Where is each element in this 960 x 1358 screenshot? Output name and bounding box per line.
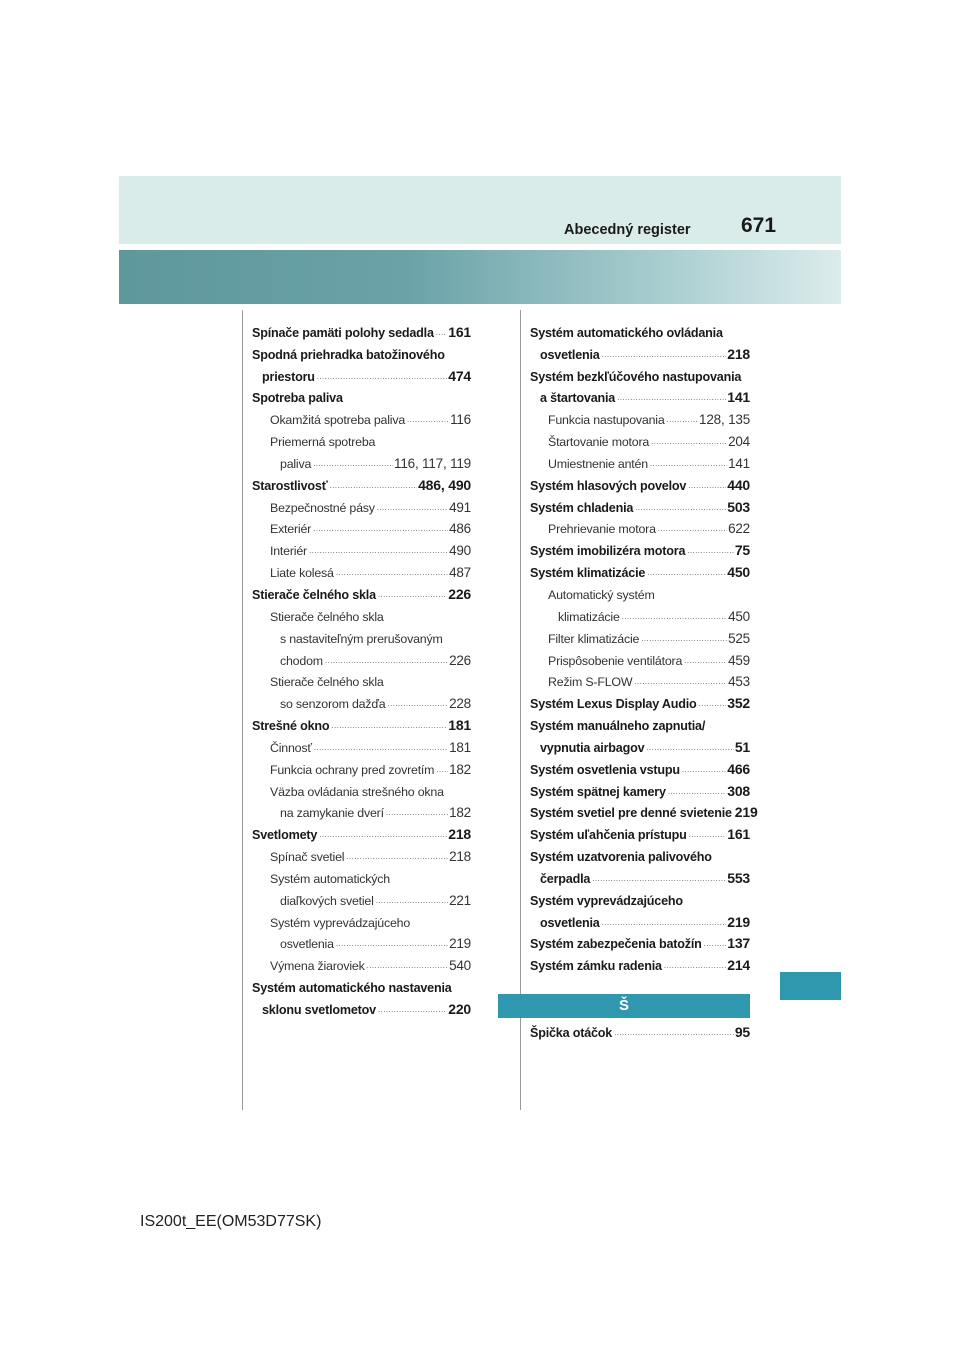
index-entry-page: 219 [449, 936, 471, 952]
column-rule-left [242, 310, 243, 1110]
leader-dots [319, 830, 447, 839]
index-entry-page: 486, 490 [418, 476, 471, 493]
leader-dots [614, 1028, 734, 1037]
index-entry-term: Strešné okno [252, 719, 330, 734]
index-entry-term: Systém imobilizéra motora [530, 544, 686, 559]
index-entry-term: sklonu svetlometov [262, 1003, 376, 1017]
leader-dots [436, 765, 448, 774]
leader-dots [386, 808, 448, 817]
leader-dots [313, 524, 448, 533]
leader-dots [336, 939, 448, 948]
index-entry [530, 384, 750, 406]
index-entry-page: 226 [449, 652, 471, 668]
index-entry-term: Systém spätnej kamery [530, 784, 666, 799]
index-entry [252, 711, 471, 733]
leader-dots [688, 481, 726, 490]
leader-dots [682, 765, 726, 774]
index-entry-page: 440 [727, 476, 750, 493]
index-entry [530, 842, 750, 864]
index-entry-page: 221 [449, 892, 471, 908]
leader-dots [377, 503, 448, 512]
leader-dots [376, 896, 448, 905]
index-entry-term: Exteriér [270, 522, 312, 537]
index-entry [530, 1018, 750, 1040]
index-entry [530, 711, 750, 733]
page-number: 671 [741, 214, 777, 237]
index-entry [530, 689, 750, 711]
index-entry [252, 755, 471, 777]
leader-dots [699, 699, 727, 708]
index-entry-term: Interiér [270, 544, 307, 559]
index-entry-term: Systém vyprevádzajúceho [270, 915, 411, 930]
header-gradient-bar [119, 250, 841, 304]
index-entry-page: 51 [734, 738, 750, 755]
index-entry-term: Systém klimatizácie [530, 566, 646, 581]
index-entry-term: Automatický systém [548, 587, 655, 602]
leader-dots [689, 830, 727, 839]
index-entry [252, 689, 471, 711]
index-entry-page: 181 [448, 717, 471, 734]
index-entry [530, 340, 750, 362]
index-entry [530, 558, 750, 580]
index-entry-term: a štartovania [540, 391, 616, 406]
leader-dots [650, 459, 727, 468]
index-entry-term: osvetlenia [280, 937, 334, 952]
index-entry [530, 580, 750, 602]
index-entry [252, 777, 471, 799]
index-entry [252, 362, 471, 384]
leader-dots [378, 1005, 447, 1014]
index-entry-page: 182 [449, 761, 471, 777]
index-entry-term: Systém automatického nastavenia [252, 981, 452, 996]
index-entry-page: 219 [727, 913, 750, 930]
leader-dots [647, 568, 726, 577]
leader-dots [331, 721, 447, 730]
index-entry-page: 219 [734, 804, 758, 821]
index-entry-term: Okamžitá spotreba paliva [270, 413, 406, 428]
index-entry-term: Systém hlasových povelov [530, 478, 687, 493]
index-entry-term: Systém manuálneho zapnutia/ [530, 719, 706, 734]
index-entry-term: Stierače čelného skla [270, 609, 384, 624]
index-entry-page: 487 [449, 565, 471, 581]
index-entry-term: Svetlomety [252, 828, 318, 843]
letter-heading: Š [498, 994, 750, 1018]
index-entry-page: 141 [728, 455, 750, 471]
index-entry [252, 558, 471, 580]
index-entry [252, 624, 471, 646]
index-entry [530, 668, 750, 690]
leader-dots [667, 415, 699, 424]
index-entry-page: 137 [727, 935, 750, 952]
index-entry [530, 930, 750, 952]
column-rule-middle [520, 310, 521, 1110]
leader-dots [387, 699, 448, 708]
index-entry-page: 503 [727, 498, 750, 515]
leader-dots [617, 393, 726, 402]
section-title: Abecedný register [564, 222, 691, 238]
index-entry [252, 646, 471, 668]
index-entry-term: Starostlivosť [252, 478, 328, 493]
index-column-letter [530, 1018, 750, 1040]
index-entry-page: 228 [449, 696, 471, 712]
index-entry-page: 453 [728, 674, 750, 690]
index-entry-term: Bezpečnostné pásy [270, 500, 375, 515]
leader-dots [664, 961, 726, 970]
index-entry-term: osvetlenia [540, 915, 600, 930]
index-entry [530, 362, 750, 384]
leader-dots [407, 415, 449, 424]
leader-dots [346, 852, 448, 861]
index-entry-page: 161 [448, 323, 471, 340]
leader-dots [602, 918, 727, 927]
index-entry-page: 218 [448, 826, 471, 843]
index-entry-term: Systém Lexus Display Audio [530, 697, 697, 712]
header-band [119, 176, 841, 244]
index-entry [530, 908, 750, 930]
index-entry [252, 449, 471, 471]
index-entry-term: Väzba ovládania strešného okna [270, 784, 444, 799]
index-entry-term: Spínače pamäti polohy sedadla [252, 325, 434, 340]
leader-dots [668, 787, 726, 796]
index-entry-term: Výmena žiaroviek [270, 959, 365, 974]
index-entry [252, 951, 471, 973]
index-entry [252, 405, 471, 427]
index-entry-page: 540 [449, 958, 471, 974]
index-column-right [530, 318, 758, 974]
index-entry-term: Činnosť [270, 740, 312, 755]
leader-dots [317, 372, 447, 381]
index-column-left [252, 318, 471, 1017]
index-entry-page: 450 [728, 608, 750, 624]
index-entry [530, 733, 750, 755]
index-entry-term: osvetlenia [540, 347, 600, 362]
index-entry-term: Systém chladenia [530, 500, 634, 515]
leader-dots [658, 524, 727, 533]
index-entry-page: 553 [727, 869, 750, 886]
leader-dots [325, 656, 448, 665]
leader-dots [313, 459, 393, 468]
index-entry [530, 471, 750, 493]
leader-dots [367, 961, 448, 970]
index-entry-page: 116, 117, 119 [394, 455, 471, 471]
index-entry-page: 75 [734, 542, 750, 559]
leader-dots [378, 590, 447, 599]
index-entry [530, 864, 750, 886]
document-code: IS200t_EE(OM53D77SK) [140, 1213, 322, 1230]
leader-dots [641, 634, 727, 643]
leader-dots [436, 328, 447, 337]
index-entry-page: 214 [727, 957, 750, 974]
index-entry [530, 449, 750, 471]
index-entry-page: 450 [727, 564, 750, 581]
index-entry-term: Systém automatického ovládania [530, 325, 723, 340]
index-entry-page: 491 [449, 499, 471, 515]
index-entry-page: 459 [728, 652, 750, 668]
index-entry-page: 181 [449, 739, 471, 755]
index-entry-term: Prispôsobenie ventilátora [548, 653, 683, 668]
chapter-side-tab [780, 972, 841, 1000]
index-entry [252, 973, 471, 995]
index-entry [252, 536, 471, 558]
index-entry [252, 340, 471, 362]
index-entry-term: Spodná priehradka batožinového [252, 347, 445, 362]
index-entry-term: Stierače čelného skla [270, 675, 384, 690]
leader-dots [330, 481, 418, 490]
index-entry [252, 799, 471, 821]
index-entry-term: vypnutia airbagov [540, 740, 645, 755]
index-entry [252, 820, 471, 842]
index-entry-page: 490 [449, 543, 471, 559]
index-entry-page: 218 [449, 849, 471, 865]
index-entry [252, 842, 471, 864]
index-entry [530, 602, 750, 624]
index-entry-term: Spínač svetiel [270, 850, 345, 865]
index-entry-term: Systém bezkľúčového nastupovania [530, 369, 742, 384]
index-entry-term: Systém uzatvorenia palivového [530, 850, 712, 865]
index-entry [252, 733, 471, 755]
index-entry-page: 220 [448, 1001, 471, 1017]
index-entry-term: chodom [280, 653, 323, 668]
index-entry-term: Priemerná spotreba [270, 435, 376, 450]
index-entry [252, 471, 471, 493]
index-entry [252, 515, 471, 537]
index-entry-page: 622 [728, 521, 750, 537]
leader-dots [704, 939, 727, 948]
leader-dots [634, 677, 727, 686]
index-entry [530, 799, 758, 821]
leader-dots [336, 568, 448, 577]
index-entry-page: 204 [728, 434, 750, 450]
index-entry-page: 161 [727, 826, 750, 843]
index-entry [252, 580, 471, 602]
index-entry [530, 886, 750, 908]
index-entry-term: paliva [280, 456, 312, 471]
index-entry-term: Filter klimatizácie [548, 631, 640, 646]
index-entry [252, 668, 471, 690]
index-entry-term: s nastaviteľným prerušovaným [280, 631, 443, 646]
index-entry [252, 384, 471, 406]
index-entry [530, 405, 750, 427]
index-entry-page: 218 [727, 345, 750, 362]
index-entry [530, 820, 750, 842]
index-entry-term: Spotreba paliva [252, 391, 343, 406]
index-entry [530, 646, 750, 668]
index-entry-term: čerpadla [540, 871, 591, 886]
index-entry-term: Režim S-FLOW [548, 675, 633, 690]
index-entry [530, 951, 750, 973]
index-entry-term: Systém zabezpečenia batožín [530, 937, 702, 952]
index-entry-page: 466 [727, 760, 750, 777]
index-entry [252, 886, 471, 908]
index-entry-term: klimatizácie [558, 609, 620, 624]
index-entry-page: 95 [734, 1023, 750, 1040]
index-entry [252, 602, 471, 624]
index-entry [252, 908, 471, 930]
index-entry-term: so senzorom dažďa [280, 697, 386, 712]
index-entry-term: Špička otáčok [530, 1025, 613, 1040]
index-entry [252, 427, 471, 449]
index-entry-term: Umiestnenie antén [548, 456, 648, 471]
index-entry-term: Liate kolesá [270, 566, 334, 581]
index-entry-page: 352 [727, 695, 750, 712]
index-entry [252, 864, 471, 886]
index-entry-term: Prehrievanie motora [548, 522, 656, 537]
index-entry [252, 995, 471, 1017]
index-entry-page: 525 [728, 630, 750, 646]
index-entry-term: Funkcia nastupovania [548, 413, 665, 428]
index-entry [252, 493, 471, 515]
index-entry-term: Systém zámku radenia [530, 959, 662, 974]
index-entry-page: 141 [727, 389, 750, 406]
index-entry-term: diaľkových svetiel [280, 893, 374, 908]
index-entry-page: 486 [449, 521, 471, 537]
index-entry-term: na zamykanie dverí [280, 806, 384, 821]
index-entry-page: 182 [449, 805, 471, 821]
leader-dots [684, 656, 727, 665]
index-entry-term: Systém vyprevádzajúceho [530, 893, 683, 908]
index-entry-term: Systém svetiel pre denné svietenie [530, 806, 732, 821]
index-entry-term: Štartovanie motora [548, 435, 650, 450]
index-entry [252, 930, 471, 952]
leader-dots [646, 743, 733, 752]
index-entry-term: Systém uľahčenia prístupu [530, 828, 687, 843]
index-entry-page: 474 [448, 367, 471, 384]
index-entry-term: priestoru [262, 369, 315, 384]
index-entry-page: 116 [450, 412, 471, 428]
leader-dots [651, 437, 727, 446]
leader-dots [602, 350, 727, 359]
index-entry-term: Funkcia ochrany pred zovretím [270, 762, 435, 777]
leader-dots [592, 874, 726, 883]
index-entry-term: Systém automatických [270, 871, 390, 886]
leader-dots [622, 612, 727, 621]
index-entry [530, 493, 750, 515]
index-entry-page: 308 [727, 782, 750, 799]
index-entry [530, 318, 750, 340]
index-entry-page: 128, 135 [699, 412, 750, 428]
index-entry [530, 515, 750, 537]
index-entry [530, 427, 750, 449]
leader-dots [314, 743, 448, 752]
index-entry [530, 624, 750, 646]
leader-dots [635, 503, 726, 512]
leader-dots [309, 546, 448, 555]
index-entry [530, 777, 750, 799]
index-entry [530, 536, 750, 558]
index-entry [530, 755, 750, 777]
leader-dots [687, 546, 734, 555]
index-entry [252, 318, 471, 340]
index-entry-term: Systém osvetlenia vstupu [530, 762, 680, 777]
index-entry-term: Stierače čelného skla [252, 587, 376, 602]
index-entry-page: 226 [448, 585, 471, 602]
